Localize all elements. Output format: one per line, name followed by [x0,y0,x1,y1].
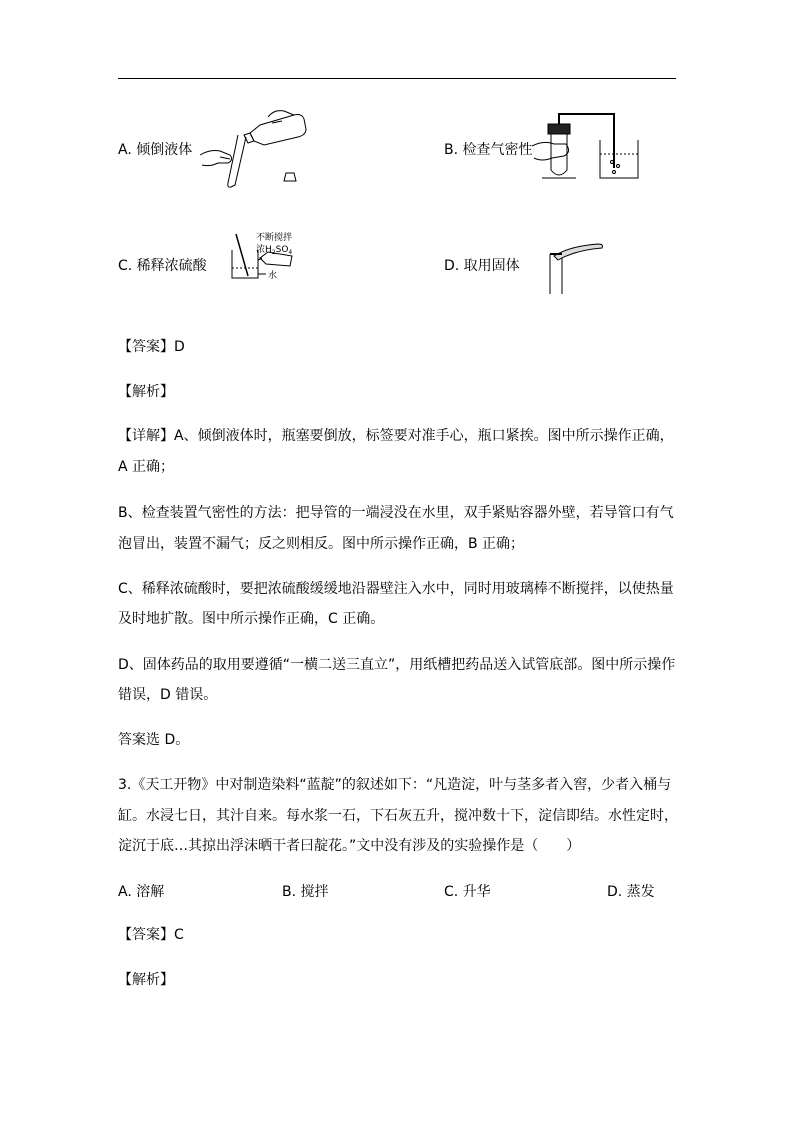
header-rule [118,78,676,79]
q3-line-1: 3.《天工开物》中对制造染料“蓝靛”的叙述如下：“凡造淀，叶与茎多者入窖，少者入桶与 [118,777,672,793]
q3-option-a: A. 溶解 [118,884,165,900]
pouring-liquid-figure [198,105,313,190]
option-a-label: A. 倾倒液体 [118,142,193,158]
detail-line-3: B、检查装置气密性的方法：把导管的一端浸没在水里，双手紧贴容器外壁，若导管口有气 [118,505,674,521]
detail-line-8: 错误，D 错误。 [118,687,218,703]
detail-line-7: D、固体药品的取用要遵循“一横二送三直立”，用纸槽把药品送入试管底部。图中所示操作 [118,657,676,673]
q3-option-b: B. 搅拌 [282,884,329,900]
q3-line-3: 淀沉于底…其掠出浮沫晒干者曰靛花。”文中没有涉及的实验操作是（ ） [118,838,581,854]
water-text: 水 [268,271,278,281]
answer-1: 【答案】D [118,339,185,355]
acid-formula-text: 浓$H_2SO_4$ [256,245,293,256]
detail-line-1: 【详解】A、倾倒液体时，瓶塞要倒放，标签要对准手心，瓶口紧挨。图中所示操作正确， [118,428,674,444]
detail-line-6: 及时地扩散。图中所示操作正确，C 正确。 [118,611,385,627]
q3-option-d: D. 蒸发 [607,884,655,900]
detail-line-5: C、稀释浓硫酸时，要把浓硫酸缓缓地沿器壁注入水中，同时用玻璃棒不断搅拌，以使热量 [118,581,674,597]
answer-2: 【答案】C [118,927,184,943]
stir-text: 不断搅拌 [256,233,293,243]
detail-line-2: A 正确； [118,459,175,475]
option-b-label: B. 检查气密性 [444,142,533,158]
option-d-label: D. 取用固体 [444,258,520,274]
analysis-1-heading: 【解析】 [118,384,174,400]
q3-line-2: 缸。水浸七日，其汁自来。每水浆一石，下石灰五升，搅冲数十下，淀信即结。水性定时， [118,808,678,824]
detail-line-4: 泡冒出，装置不漏气；反之则相反。图中所示操作正确，B 正确； [118,536,525,552]
q3-option-c: C. 升华 [444,884,491,900]
analysis-2-heading: 【解析】 [118,972,174,988]
airtightness-figure [530,110,645,185]
detail-line-9: 答案选 D。 [118,732,190,748]
take-solid-figure [540,238,610,296]
dilute-acid-figure [222,230,312,282]
option-c-label: C. 稀释浓硫酸 [118,258,207,274]
